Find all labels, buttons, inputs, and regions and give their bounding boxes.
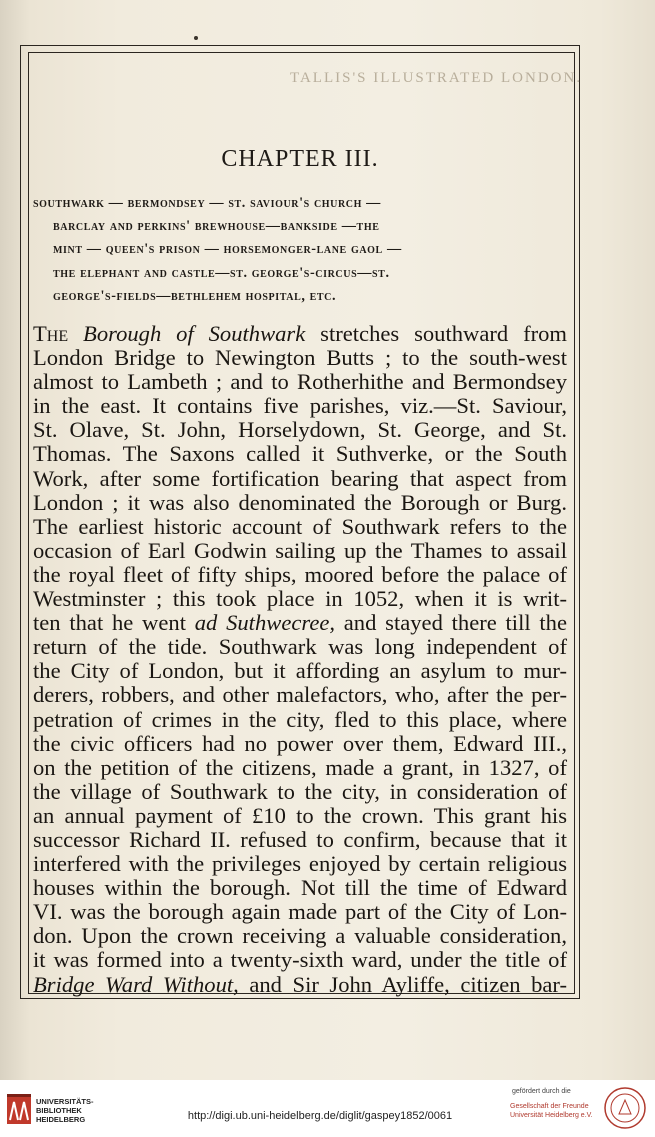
body-line: on the petition of the citizens, made a grant, in 1327, of — [33, 754, 567, 780]
summary-line: mint — queen's prison — horsemonger-lane gaol — — [53, 241, 402, 258]
body-line — [33, 973, 567, 997]
sponsor-name-line: Gesellschaft der Freunde — [510, 1103, 589, 1110]
body-line-first-word: The — [33, 321, 69, 346]
chapter-summary — [33, 192, 571, 308]
body-line: it was formed into a twenty-sixth ward, under the title of — [33, 947, 567, 973]
body-line: Work, after some fortification bearing that aspect from — [33, 465, 567, 491]
sponsor-name-line: Universität Heidelberg e.V. — [510, 1112, 593, 1119]
summary-line: george's-fields—bethlehem hospital, etc. — [53, 287, 337, 304]
body-line: Westminster ; this took place in 1052, when it is writ- — [33, 586, 567, 612]
sponsor-label: gefördert durch die — [512, 1088, 571, 1095]
body-text — [33, 322, 567, 997]
body-line-italic: Bridge Ward Without, — [33, 971, 239, 997]
body-line-text: and stayed there till the — [335, 610, 567, 636]
sponsor-name — [510, 1102, 593, 1120]
body-line-italic: ad Suthwecree, — [194, 610, 336, 636]
bleed-through-header: TALLIS'S ILLUSTRATED LONDON. — [290, 70, 583, 86]
body-line: the royal fleet of fifty ships, moored before the palace of — [33, 561, 567, 587]
body-line-text: and Sir John Ayliffe, citizen bar- — [238, 971, 568, 997]
body-line-text: ten that he went — [33, 610, 195, 636]
body-line: successor Richard II. refused to confirm, because that it — [33, 826, 567, 852]
body-line: don. Upon the crown receiving a valuable consideration, — [33, 923, 567, 949]
body-line-text: stretches southward from — [305, 321, 567, 346]
body-line: petration of crimes in the city, fled to this place, where — [33, 706, 567, 732]
body-line: London ; it was also denominated the Borough or Burg. — [33, 489, 567, 515]
body-line: occasion of Earl Godwin sailing up the Thames to assail — [33, 537, 567, 563]
body-line: the village of Southwark to the city, in consideration of — [33, 778, 567, 804]
body-line: VI. was the borough again made part of the City of Lon- — [33, 899, 567, 925]
body-line: Thomas. The Saxons called it Suthverke, or the South — [33, 441, 567, 467]
library-name-line: UNIVERSITÄTS- — [36, 1097, 94, 1106]
body-line: the civic officers had no power over them, Edward III., — [33, 730, 567, 756]
permalink-url[interactable]: http://digi.ub.uni-heidelberg.de/diglit/gaspey1852/0061 — [187, 1110, 453, 1122]
university-seal-icon — [603, 1086, 647, 1130]
chapter-title: CHAPTER III. — [221, 146, 379, 172]
summary-line: barclay and perkins' brewhouse—bankside —the — [53, 218, 380, 235]
body-line: almost to Lambeth ; and to Rotherhithe and Bermondsey — [33, 369, 567, 395]
body-line: derers, robbers, and other malefactors, who, after the per- — [33, 682, 567, 708]
body-line: St. Olave, St. John, Horselydown, St. George, and St. — [33, 417, 567, 443]
body-line: London Bridge to Newington Butts ; to the south-west — [33, 345, 567, 371]
library-name-line: BIBLIOTHEK — [36, 1106, 82, 1115]
ink-dot — [194, 36, 198, 40]
body-line: in the east. It contains five parishes, viz.—St. Saviour, — [33, 393, 567, 419]
body-line — [33, 611, 567, 635]
body-line: return of the tide. Southwark was long independent of — [33, 634, 567, 660]
body-line: houses within the borough. Not till the time of Edward — [33, 875, 567, 901]
body-line: The earliest historic account of Southwark refers to the — [33, 513, 567, 539]
body-line: the City of London, but it affording an asylum to mur- — [33, 658, 567, 684]
summary-line: southwark — bermondsey — st. saviour's church — — [33, 195, 381, 211]
body-line: an annual payment of £10 to the crown. This grant his — [33, 802, 567, 828]
body-line: interfered with the privileges enjoyed by certain religious — [33, 851, 567, 877]
summary-line: the elephant and castle—st. george's-circus—st. — [53, 264, 390, 281]
library-name-line: HEIDELBERG — [36, 1115, 86, 1124]
body-line-italic: Borough of Southwark — [83, 321, 306, 346]
body-line — [33, 322, 567, 346]
digitization-footer — [0, 1080, 655, 1137]
